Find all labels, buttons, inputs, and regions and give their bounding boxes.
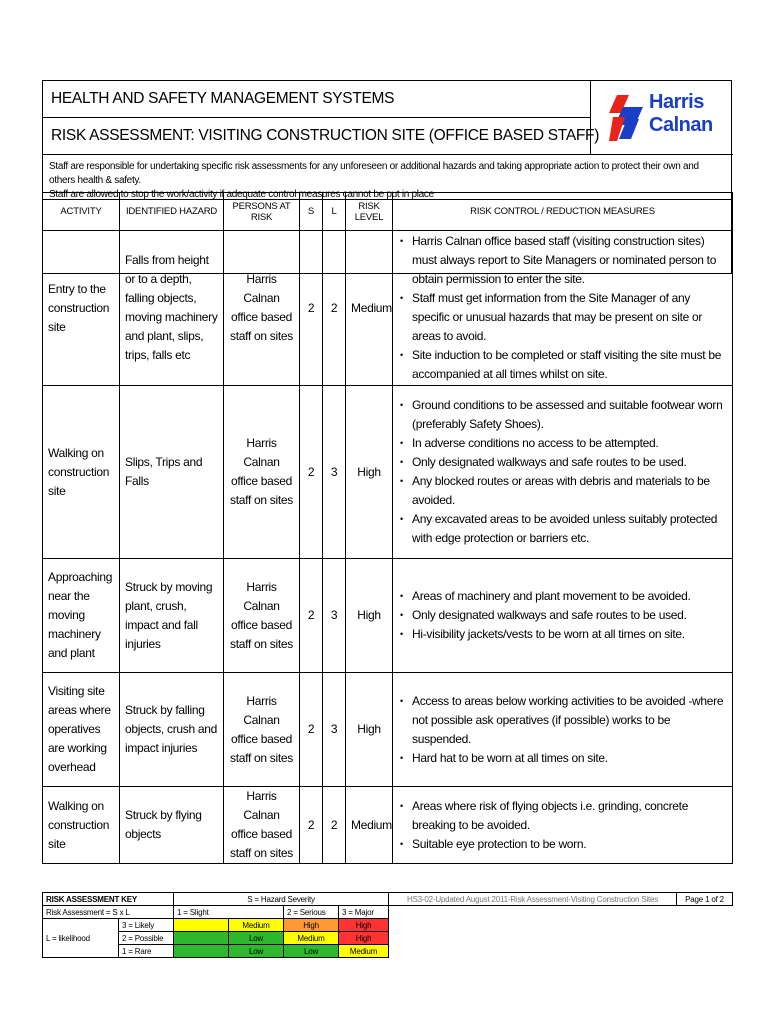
intro-line-2: Staff are allowed to stop the work/activity if adequate control measures cannot be put in place [49,189,434,200]
activity-cell: Walking on construction site [43,787,120,864]
risk-assessment-table [42,192,733,864]
activity-cell: Approaching near the moving machinery and plant [43,559,120,673]
document-title: HEALTH AND SAFETY MANAGEMENT SYSTEMS [51,90,395,107]
hazard-cell: Falls from height or to a depth, falling objects, moving machinery and plant, slips, trips, falls etc [120,231,224,386]
persons-cell: Harris Calnan office based staff on sites [224,231,300,386]
persons-cell: Harris Calnan office based staff on sites [224,386,300,559]
measure-item: • Only designated walkways and safe routes to be used. [398,453,727,472]
document-subtitle: RISK ASSESSMENT: VISITING CONSTRUCTION SITE (OFFICE BASED STAFF) [51,127,600,144]
table-row [43,673,733,787]
key-blank [677,932,733,945]
risk-level-cell: High [346,386,393,559]
matrix-cell [174,932,229,945]
col-persons: PERSONS AT RISK [224,193,300,231]
measure-item: • Any excavated areas to be avoided unless suitably protected with edge protection or barriers etc. [398,510,727,548]
matrix-cell: Medium [339,945,389,958]
subtitle-cell [43,118,600,155]
col-risk-level: RISK LEVEL [346,193,393,231]
measure-item: • Only designated walkways and safe routes to be used. [398,606,727,625]
measure-item: • Ground conditions to be assessed and suitable footwear worn (preferably Safety Shoes). [398,396,727,434]
risk-level-cell: High [346,559,393,673]
matrix-cell: Low [229,932,284,945]
severity-3: 3 = Major [339,906,389,919]
likelihood-3: 3 = Likely [119,919,174,932]
severity-1: 1 = Slight [174,906,284,919]
logo-mark-icon [609,93,643,143]
table-header-row [43,193,733,231]
measure-item: • Access to areas below working activities to be avoided -where not possible ask operatives (if possible) works to be suspended. [398,692,727,749]
activity-cell: Walking on construction site [43,386,120,559]
likelihood-cell: 3 [323,559,346,673]
key-blank [389,932,677,945]
hazard-cell: Slips, Trips and Falls [120,386,224,559]
page-number: Page 1 of 2 [677,893,733,906]
table-row [43,787,733,864]
key-header-row [43,893,733,906]
likelihood-1: 1 = Rare [119,945,174,958]
col-severity: S [300,193,323,231]
title-cell [43,81,591,118]
activity-cell: Entry to the construction site [43,231,120,386]
hazard-cell: Struck by falling objects, crush and impact injuries [120,673,224,787]
logo-text-harris: Harris [649,91,704,113]
key-blank [677,906,733,919]
measure-item: • Areas of machinery and plant movement to be avoided. [398,587,727,606]
key-matrix-row [43,919,733,932]
measure-item: • Hi-visibility jackets/vests to be worn at all times on site. [398,625,727,644]
col-activity: ACTIVITY [43,193,120,231]
measure-item: • Hard hat to be worn at all times on site. [398,749,727,768]
persons-cell: Harris Calnan office based staff on sites [224,559,300,673]
measures-cell [393,673,733,787]
col-measures: RISK CONTROL / REDUCTION MEASURES [393,193,733,231]
key-title: RISK ASSESSMENT KEY [43,893,174,906]
col-hazard: IDENTIFIED HAZARD [120,193,224,231]
key-severity-row [43,906,733,919]
col-likelihood: L [323,193,346,231]
hazard-cell: Struck by flying objects [120,787,224,864]
key-blank [677,919,733,932]
measures-cell [393,386,733,559]
key-blank [389,945,677,958]
table-row [43,559,733,673]
company-logo [591,81,733,155]
likelihood-2: 2 = Possible [119,932,174,945]
measure-item: • In adverse conditions no access to be attempted. [398,434,727,453]
likelihood-cell: 2 [323,231,346,386]
measures-cell [393,559,733,673]
matrix-cell: Medium [229,919,284,932]
measure-item: • Areas where risk of flying objects i.e. grinding, concrete breaking to be avoided. [398,797,727,835]
matrix-cell: High [339,919,389,932]
matrix-cell [174,945,229,958]
formula-label: Risk Assessment = S x L [43,906,174,919]
matrix-cell: Low [284,945,339,958]
severity-cell: 2 [300,787,323,864]
likelihood-label: L = likelihood [43,919,119,958]
activity-cell: Visiting site areas where operatives are working overhead [43,673,120,787]
severity-cell: 2 [300,673,323,787]
likelihood-cell: 2 [323,787,346,864]
risk-level-cell: Medium [346,787,393,864]
key-blank [389,919,677,932]
matrix-cell [174,919,229,932]
table-row [43,386,733,559]
severity-cell: 2 [300,386,323,559]
measure-item: • Harris Calnan office based staff (visiting construction sites) must always report to Site Managers or nominated person to obtain permission to enter the site. [398,232,727,289]
likelihood-cell: 3 [323,673,346,787]
likelihood-cell: 3 [323,386,346,559]
severity-cell: 2 [300,231,323,386]
key-matrix-row [43,932,733,945]
logo-text-calnan: Calnan [649,114,713,136]
matrix-cell: High [339,932,389,945]
persons-cell: Harris Calnan office based staff on sites [224,787,300,864]
document-reference: HS3-02-Updated August 2011-Risk Assessment-Visiting Construction Sites [389,893,677,906]
matrix-cell: Low [229,945,284,958]
severity-cell: 2 [300,559,323,673]
matrix-cell: High [284,919,339,932]
key-blank [389,906,677,919]
risk-level-cell: High [346,673,393,787]
persons-cell: Harris Calnan office based staff on sites [224,673,300,787]
key-blank [677,945,733,958]
intro-line-1: Staff are responsible for undertaking specific risk assessments for any unforeseen or additional hazards and taking appropriate action to protect their own and others health & safety. [49,161,699,186]
severity-header: S = Hazard Severity [174,893,389,906]
measure-item: • Any blocked routes or areas with debris and materials to be avoided. [398,472,727,510]
key-matrix-row [43,945,733,958]
key-table [42,892,733,958]
measure-item: • Suitable eye protection to be worn. [398,835,727,854]
table-row [43,231,733,386]
measures-cell [393,787,733,864]
measure-item: • Staff must get information from the Site Manager of any specific or unusual hazards that may be present on site or areas to avoid. [398,289,727,346]
risk-level-cell: Medium [346,231,393,386]
measure-item: • Site induction to be completed or staff visiting the site must be accompanied at all times whilst on site. [398,346,727,384]
measures-cell [393,231,733,386]
hazard-cell: Struck by moving plant, crush, impact and fall injuries [120,559,224,673]
matrix-cell: Medium [284,932,339,945]
severity-2: 2 = Serious [284,906,339,919]
